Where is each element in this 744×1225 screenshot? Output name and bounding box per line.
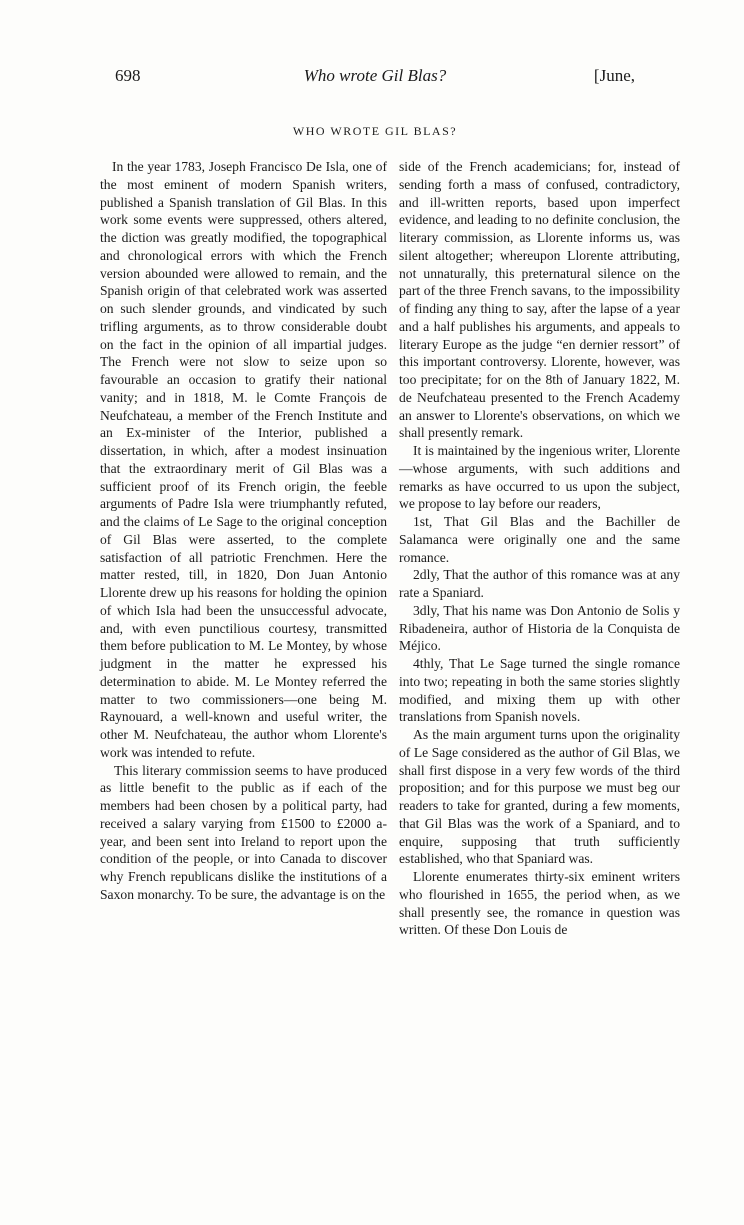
page-number: 698 xyxy=(115,66,141,85)
paragraph: As the main argument turns upon the originality of Le Sage considered as the author of Gil Blas, we shall first dispose in a very few words of the third proposition; and for this purpose we must beg our readers to take for granted, during a few moments, that Gil Blas was the work of a Spaniard, and to enquire, supposing that truth sufficiently established, who that Spaniard was. xyxy=(399,727,680,867)
running-title: Who wrote Gil Blas? xyxy=(303,66,447,85)
right-column xyxy=(399,158,680,939)
paragraph: It is maintained by the ingenious writer, Llorente—whose arguments, with such additions and remarks as have occurred to us upon the subject, we propose to lay before our readers, xyxy=(399,443,680,512)
paragraph: side of the French academicians; for, instead of sending forth a mass of confused, contradictory, and ill-written reports, based upon imperfect evidence, and leading to no definite conclusion, the literary commission, as Llorente informs us, was silent altogether; whereupon Llorente attributing, not unnaturally, this preternatural silence on the part of the three French savans, to the impossibility of finding any thing to say, after the lapse of a year and a half publishes his arguments, and appeals to literary Europe as the judge “en dernier ressort” of this important controversy. Llorente, however, was too precipitate; for on the 8th of January 1822, M. de Neufchateau presented to the French Academy an answer to Llorente's observations, on which we shall presently remark. xyxy=(399,159,680,441)
article-title: WHO WROTE GIL BLAS? xyxy=(292,124,458,138)
paragraph: This literary commission seems to have produced as little benefit to the public as if each of the members had been chosen by a political party, had received a salary varying from £1500 to £2000 a-year, and been sent into Ireland to report upon the condition of the people, or into Canada to discover why French republicans dislike the institutions of a Saxon monarchy. To be sure, the advantage is on the xyxy=(100,762,387,902)
paragraph: 3dly, That his name was Don Antonio de Solis y Ribadeneira, author of Historia de la Conquista de Méjico. xyxy=(399,602,680,654)
paragraph: 2dly, That the author of this romance was at any rate a Spaniard. xyxy=(399,567,680,600)
left-column xyxy=(100,158,387,904)
paragraph: 1st, That Gil Blas and the Bachiller de Salamanca were originally one and the same romance. xyxy=(399,514,680,565)
running-date: [June, xyxy=(593,66,635,85)
running-head xyxy=(115,66,635,92)
paragraph: Llorente enumerates thirty-six eminent writers who flourished in 1655, the period when, as we shall presently see, the romance in question was written. Of these Don Louis de xyxy=(399,869,680,938)
paragraph: 4thly, That Le Sage turned the single romance into two; repeating in both the same stories slightly modified, and mixing them up with other translations from Spanish novels. xyxy=(399,656,680,725)
paragraph: In the year 1783, Joseph Francisco De Isla, one of the most eminent of modern Spanish writers, published a Spanish translation of Gil Blas. In this work some events were suppressed, others altered, the diction was greatly modified, the topographical and chronological errors with which the French version abounded were allowed to remain, and the Spanish origin of that celebrated work was asserted on such slender grounds, and vindicated by such trifling arguments, as to throw considerable doubt on the fact in the opinion of all impartial judges. The French were not slow to seize upon so favourable an occasion to gratify their national vanity; and in 1818, M. le Comte François de Neufchateau, a member of the French Institute and an Ex-minister of the Interior, published a dissertation, in which, after a modest insinuation that the extraordinary merit of Gil Blas was a sufficient proof of its French origin, the feeble arguments of Padre Isla were triumphantly refuted, and the claims of Le Sage to the original conception of Gil Blas were asserted, to the complete satisfaction of all patriotic Frenchmen. Here the matter rested, till, in 1820, Don Juan Antonio Llorente drew up his reasons for holding the opinion of which Isla had been the unsuccessful advocate, and, with even punctilious courtesy, transmitted them before publication to M. Le Montey, by whose judgment in the matter he expressed his determination to abide. M. Le Montey referred the matter to two commissioners—one being M. Raynouard, a well-known and useful writer, the other M. Neufchateau, the author whom Llorente's work was intended to refute. xyxy=(100,159,387,760)
